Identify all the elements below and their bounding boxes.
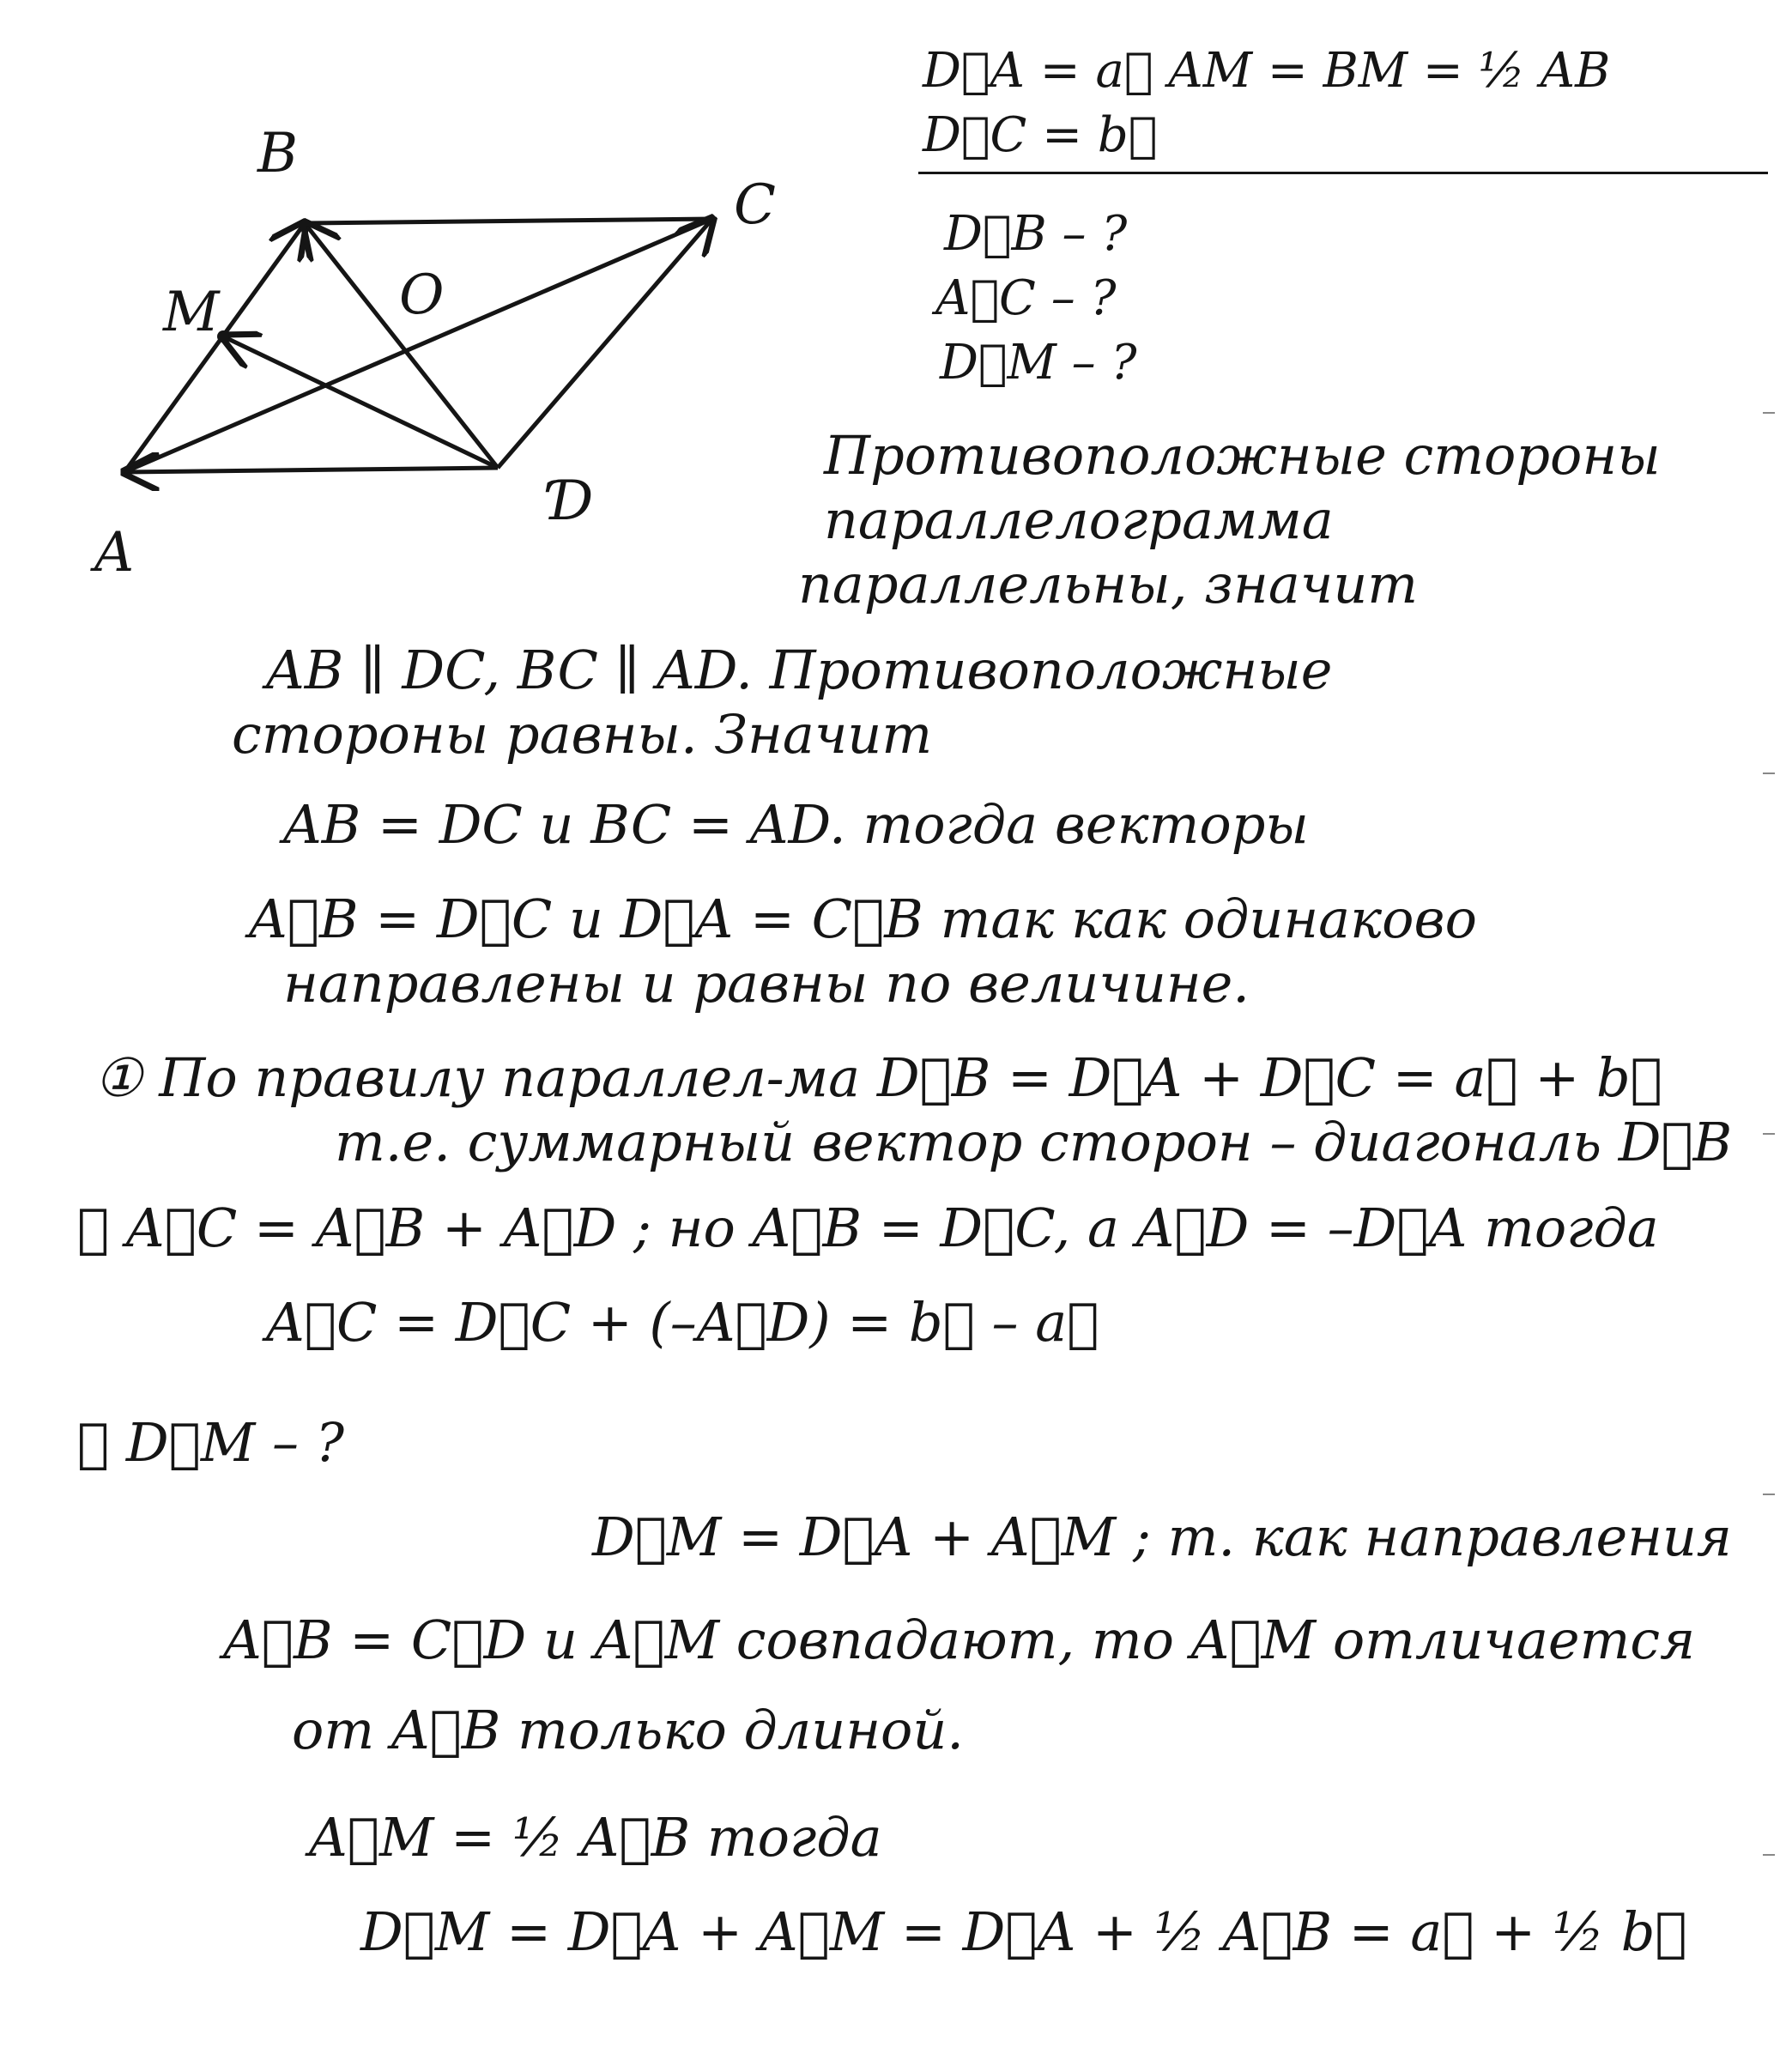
step-1: ① По правилу параллел-ма D⃗B = D⃗A + D⃗C = a⃗ + b⃗ <box>94 1046 1662 1109</box>
label-m: M <box>163 281 220 344</box>
find-ac: A⃗C – ? <box>935 270 1117 326</box>
margin-mark <box>1763 1133 1775 1135</box>
diagonal-ac <box>124 219 712 472</box>
side-da <box>124 468 498 472</box>
margin-mark <box>1763 1854 1775 1856</box>
find-dm: D⃗M – ? <box>940 335 1137 391</box>
margin-mark <box>1763 773 1775 774</box>
label-c: C <box>734 173 776 237</box>
step-3-line-4: A⃗M = ½ A⃗B тогда <box>309 1806 882 1869</box>
text-line-1: Противоположные стороны <box>824 424 1661 487</box>
label-d: Ɗ <box>549 470 594 533</box>
step-2: ② A⃗C = A⃗B + A⃗D ; но A⃗B = D⃗C, а A⃗D = –D⃗A тогда <box>77 1197 1659 1259</box>
side-bc <box>305 219 712 223</box>
margin-mark <box>1763 412 1775 414</box>
segment-dm <box>223 336 498 468</box>
text-line-4: AB ∥ DC, BC ∥ AD. Противоположные <box>266 639 1333 701</box>
step-1-note: т.е. суммарный вектор сторон – диагональ D⃗B <box>335 1111 1733 1173</box>
label-o: O <box>399 264 445 327</box>
margin-mark <box>1763 1494 1775 1495</box>
text-line-5: стороны равны. Значит <box>232 703 933 766</box>
text-line-6: AB = DC и BC = AD. тогда векторы <box>283 793 1309 856</box>
step-2-result: A⃗C = D⃗C + (–A⃗D) = b⃗ – a⃗ <box>266 1291 1099 1354</box>
given-line-1: D⃗A = a⃗ AM = BM = ½ AB <box>923 43 1611 99</box>
text-line-8: направлены и равны по величине. <box>283 952 1250 1015</box>
text-line-2: параллелограмма <box>824 488 1334 551</box>
step-3-title: ③ D⃗M – ? <box>77 1411 344 1474</box>
text-line-3: параллельны, значит <box>798 553 1419 615</box>
step-3-line-5: D⃗M = D⃗A + A⃗M = D⃗A + ½ A⃗B = a⃗ + ½ b⃗ <box>360 1900 1687 1963</box>
label-b: B <box>257 122 299 185</box>
step-3-line-1: D⃗M = D⃗A + A⃗M ; т. как направления <box>592 1506 1732 1568</box>
diagonal-db <box>305 223 498 468</box>
label-a: A <box>94 521 135 585</box>
step-3-line-2: A⃗B = C⃗D и A⃗M совпадают, то A⃗M отличается <box>223 1609 1696 1671</box>
side-dc <box>498 219 712 468</box>
given-underline <box>918 172 1768 174</box>
step-3-line-3: от A⃗B только длиной. <box>292 1699 964 1761</box>
parallelogram-diagram <box>60 86 832 601</box>
given-line-2: D⃗C = b⃗ <box>923 107 1158 163</box>
text-line-7: A⃗B = D⃗C и D⃗A = C⃗B так как одинаково <box>249 888 1477 950</box>
find-db: D⃗B – ? <box>944 206 1128 262</box>
